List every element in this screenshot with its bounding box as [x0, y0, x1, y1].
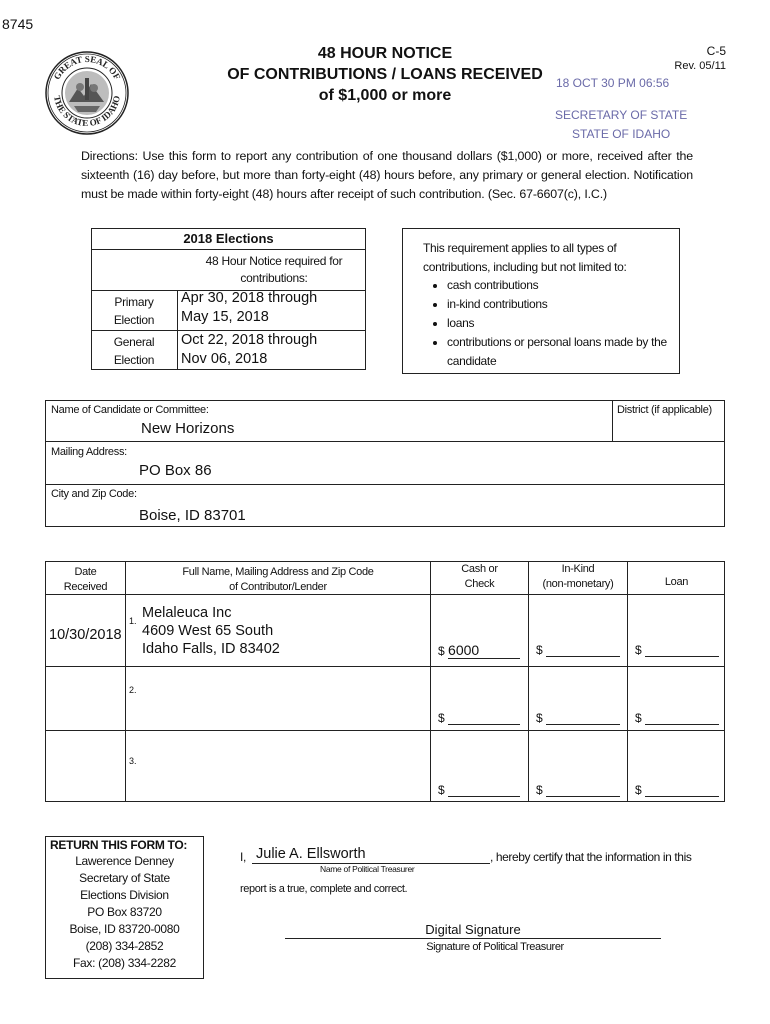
row3-loan-field[interactable]: $ — [635, 782, 719, 797]
mailing-address-label: Mailing Address: — [51, 446, 127, 458]
row1-cash-field[interactable]: $ 6000 — [438, 642, 520, 659]
candidate-name-label: Name of Candidate or Committee: — [51, 404, 209, 416]
general-election-label: General Election — [113, 335, 155, 367]
title-line-2: OF CONTRIBUTIONS / LOANS RECEIVED — [227, 66, 543, 83]
row1-number: 1. — [129, 616, 137, 626]
row2-number: 2. — [129, 685, 137, 695]
signature-field[interactable]: Digital Signature — [285, 922, 661, 939]
title-line-3: of $1,000 or more — [318, 87, 452, 104]
certify-suffix: , hereby certify that the information in this — [490, 850, 692, 864]
received-stamp-state: STATE OF IDAHO — [572, 127, 671, 141]
return-address: Lawerence Denney Secretary of State Elections Division PO Box 83720 Boise, ID 83720-0080 (208) 334-2852 Fax: (208) 334-2282 — [69, 854, 180, 970]
header-loan: Loan — [664, 576, 689, 588]
header-contributor: Full Name, Mailing Address and Zip Code of Contributor/Lender — [182, 566, 374, 593]
seal-text-top: GREAT SEAL OF — [51, 53, 123, 82]
elections-subtitle: 48 Hour Notice required for contributions: — [205, 254, 343, 285]
revision: Rev. 05/11 — [674, 60, 726, 72]
received-stamp-date: 18 OCT 30 PM 06:56 — [556, 76, 670, 90]
row3-inkind-field[interactable]: $ — [536, 782, 620, 797]
general-election-dates: Oct 22, 2018 through Nov 06, 2018 — [181, 332, 318, 367]
seal-text-bottom: THE STATE OF IDAHO — [52, 94, 122, 129]
elections-title: 2018 Elections — [183, 231, 274, 246]
certify-prefix: I, — [240, 850, 247, 864]
requirement-item: • contributions or personal loans made by the candidate — [447, 333, 675, 371]
document-number: 8745 — [2, 16, 34, 32]
mailing-address-field[interactable]: PO Box 86 — [139, 462, 212, 479]
header-in-kind: In-Kind (non-monetary) — [542, 563, 614, 590]
city-zip-label: City and Zip Code: — [51, 488, 137, 500]
treasurer-name-field[interactable]: Julie A. Ellsworth — [252, 846, 490, 864]
row3-cash-field[interactable]: $ — [438, 782, 520, 797]
row1-date[interactable]: 10/30/2018 — [49, 627, 122, 643]
primary-election-label: Primary Election — [113, 295, 155, 327]
header-date-received: Date Received — [63, 566, 108, 593]
row2-inkind-field[interactable]: $ — [536, 710, 620, 725]
row3-number: 3. — [129, 756, 137, 766]
row1-contributor[interactable]: Melaleuca Inc 4609 West 65 South Idaho Falls, ID 83402 — [142, 605, 280, 657]
primary-election-dates: Apr 30, 2018 through May 15, 2018 — [181, 290, 318, 325]
directions-text: Directions: Use this form to report any contribution of one thousand dollars ($1,000) or more, received after the sixteenth (16) day before, but more than forty-eight (48) hours before, any primary or general election. Notification must be made within forty-eight (48) hours after receipt of such contribution. (Sec. 67-6607(c), I.C.) — [81, 149, 693, 201]
state-seal-icon — [44, 50, 130, 136]
city-zip-field[interactable]: Boise, ID 83701 — [139, 507, 246, 524]
return-title: RETURN THIS FORM TO: — [50, 838, 188, 852]
district-field[interactable] — [620, 420, 720, 436]
requirement-item: • cash contributions — [447, 276, 675, 295]
district-label: District (if applicable) — [617, 404, 712, 416]
candidate-name-field[interactable]: New Horizons — [141, 420, 235, 437]
certify-statement: report is a true, complete and correct. — [240, 883, 408, 895]
signature-caption: Signature of Political Treasurer — [426, 941, 564, 953]
contributions-table — [45, 561, 725, 802]
row1-loan-field[interactable]: $ — [635, 642, 719, 657]
row1-inkind-field[interactable]: $ — [536, 642, 620, 657]
treasurer-name-caption: Name of Political Treasurer — [320, 864, 415, 874]
header-cash-check: Cash or Check — [461, 563, 498, 590]
received-stamp-office: SECRETARY OF STATE — [555, 108, 688, 122]
requirement-list — [413, 276, 675, 371]
requirement-item: • in-kind contributions — [447, 295, 675, 314]
requirement-item: • loans — [447, 314, 675, 333]
title-line-1: 48 HOUR NOTICE — [317, 45, 453, 62]
requirement-intro: This requirement applies to all types of contributions, including but not limited to: — [423, 241, 627, 274]
row2-loan-field[interactable]: $ — [635, 710, 719, 725]
row2-cash-field[interactable]: $ — [438, 710, 520, 725]
form-code: C-5 — [706, 44, 726, 58]
